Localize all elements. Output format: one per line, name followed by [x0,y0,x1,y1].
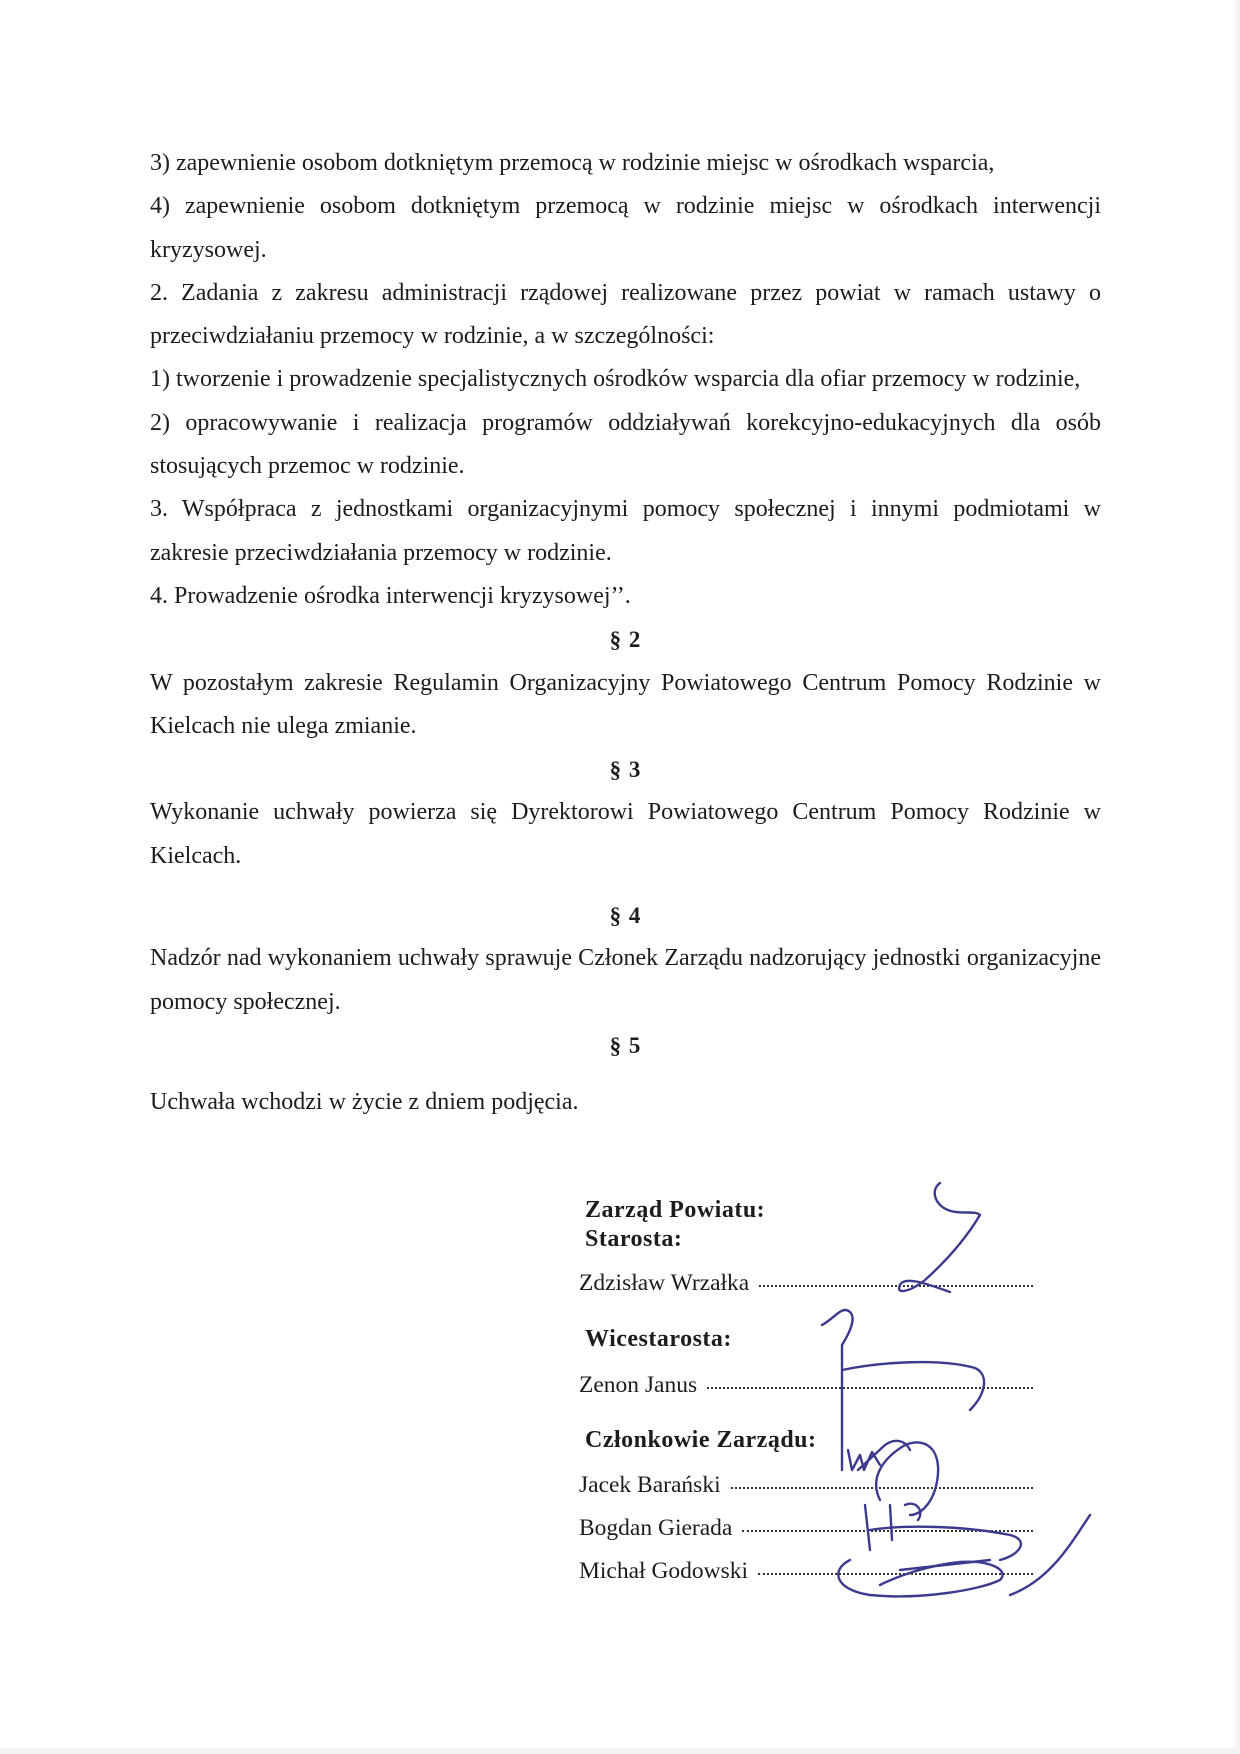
member-name: Jacek Barański [579,1472,721,1498]
section-5-text: Uchwała wchodzi w życie z dniem podjęcia. [150,1089,579,1116]
dotted-line [759,1284,1033,1287]
section-3-text: Wykonanie uchwały powierza się Dyrektorowi Powiatowego Centrum Pomocy Rodzinie w Kielcach. [150,799,1101,869]
section-5-heading: § 5 [609,1032,642,1058]
dotted-line [731,1486,1033,1489]
members-title: Członkowie Zarządu: [585,1427,817,1453]
section-2-heading: § 2 [609,627,642,653]
vice-name: Zenon Janus [579,1372,698,1398]
vice-signature-line [579,1372,1033,1399]
board-title [585,1196,765,1254]
scan-bottom-edge [0,1748,1240,1754]
spacer [150,878,1101,894]
spacer [150,1067,1101,1081]
starosta-signature-line [579,1270,1033,1297]
point-4-text: 4. Prowadzenie ośrodka interwencji kryzysowej’’. [150,582,631,609]
board-title-label: Zarząd Powiatu: [585,1197,766,1223]
dotted-line [758,1572,1033,1575]
dotted-line [707,1386,1033,1389]
section-4-text: Nadzór nad wykonaniem uchwały sprawuje Członek Zarządu nadzorujący jednostki organizacyjne pomocy społecznej. [150,945,1101,1015]
member-signature-line [579,1558,1033,1585]
section-4-heading: § 4 [609,903,642,929]
item-4-text: 4) zapewnienie osobom dotkniętym przemocą w rodzinie miejsc w ośrodkach interwencji kryzysowej. [150,193,1101,263]
item-3-text: 3) zapewnienie osobom dotkniętym przemocą w rodzinie miejsc w ośrodkach wsparcia, [150,150,995,176]
member-signature-line [579,1515,1033,1542]
starosta-title: Starosta: [585,1226,683,1252]
point-2-item-2-text: 2) opracowywanie i realizacja programów oddziaływań korekcyjno-edukacyjnych dla osób stosujących przemoc w rodzinie. [150,409,1101,480]
vice-title: Wicestarosta: [585,1326,732,1352]
section-2-text: W pozostałym zakresie Regulamin Organizacyjny Powiatowego Centrum Pomocy Rodzinie w Kielcach nie ulega zmianie. [150,669,1101,739]
member-signature-line [579,1472,1033,1499]
dotted-line [742,1529,1033,1532]
member-name: Michał Godowski [579,1558,749,1584]
scan-edge-shadow [1232,0,1240,1754]
starosta-name: Zdzisław Wrzałka [579,1270,750,1296]
point-3-text: 3. Współpraca z jednostkami organizacyjnymi pomocy społecznej i innymi podmiotami w zakresie przeciwdziałania przemocy w rodzinie. [150,496,1101,566]
member-name: Bogdan Gierada [579,1515,733,1541]
resolution-body [150,142,1101,1125]
section-3-heading: § 3 [609,757,642,783]
point-2-text: 2. Zadania z zakresu administracji rządowej realizowane przez powiat w ramach ustawy o przeciwdziałaniu przemocy w rodzinie, a w szczególności: [150,279,1101,350]
point-2-item-1-text: 1) tworzenie i prowadzenie specjalistycznych ośrodków wsparcia dla ofiar przemocy w rodzinie, [150,366,1081,393]
